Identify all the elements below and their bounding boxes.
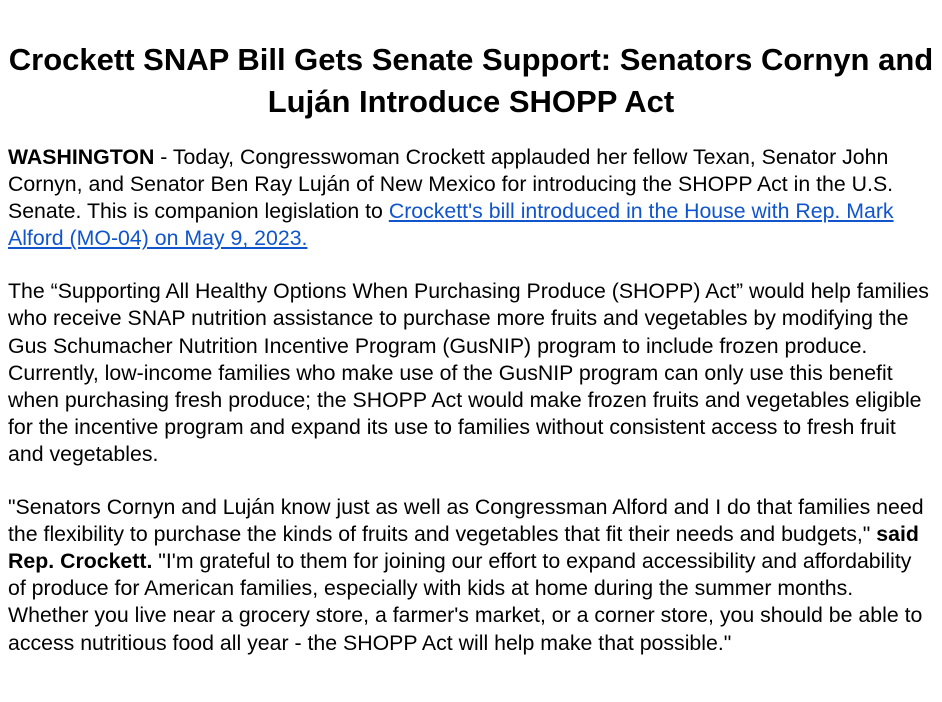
dateline: WASHINGTON: [8, 145, 155, 169]
paragraph-shopp-description: The “Supporting All Healthy Options When Purchasing Produce (SHOPP) Act” would help families who receive SNAP nutrition assistance to purchase more fruits and vegetables by modifying the Gus Schumacher Nutrition Incentive Program (GusNIP) program to include frozen produce. Currently, low-income families who make use of the GusNIP program can only use this benefit when purchasing fresh produce; the SHOPP Act would make frozen fruits and vegetables eligible for the incentive program and expand its use to families without consistent access to fresh fruit and vegetables.: [8, 279, 929, 466]
article-title: Crockett SNAP Bill Gets Senate Support: Senators Cornyn and Luján Introduce SHOPP Act: [8, 42, 934, 119]
paragraph-quote: [8, 494, 934, 657]
quote-part-one: "Senators Cornyn and Luján know just as well as Congressman Alford and I do that families need the flexibility to purchase the kinds of fruits and vegetables that fit their needs and budgets,": [8, 495, 924, 547]
intro-text: - Today, Congresswoman Crockett applauded her fellow Texan, Senator John Cornyn, and Senator Ben Ray Luján of New Mexico for introducing the SHOPP Act in the U.S. Senate. This is companion legislation to: [8, 145, 894, 224]
paragraph-intro: [8, 144, 934, 252]
quote-attribution: said Rep. Crockett.: [8, 522, 919, 574]
crockett-bill-link[interactable]: Crockett's bill introduced in the House with Rep. Mark Alford (MO-04) on May 9, 2023.: [8, 199, 894, 251]
quote-part-two: "I'm grateful to them for joining our effort to expand accessibility and affordability of produce for American families, especially with kids at home during the summer months. Whether you live near a grocery store, a farmer's market, or a corner store, you should be able to access nutritious food all year - the SHOPP Act will help make that possible.": [8, 549, 923, 655]
